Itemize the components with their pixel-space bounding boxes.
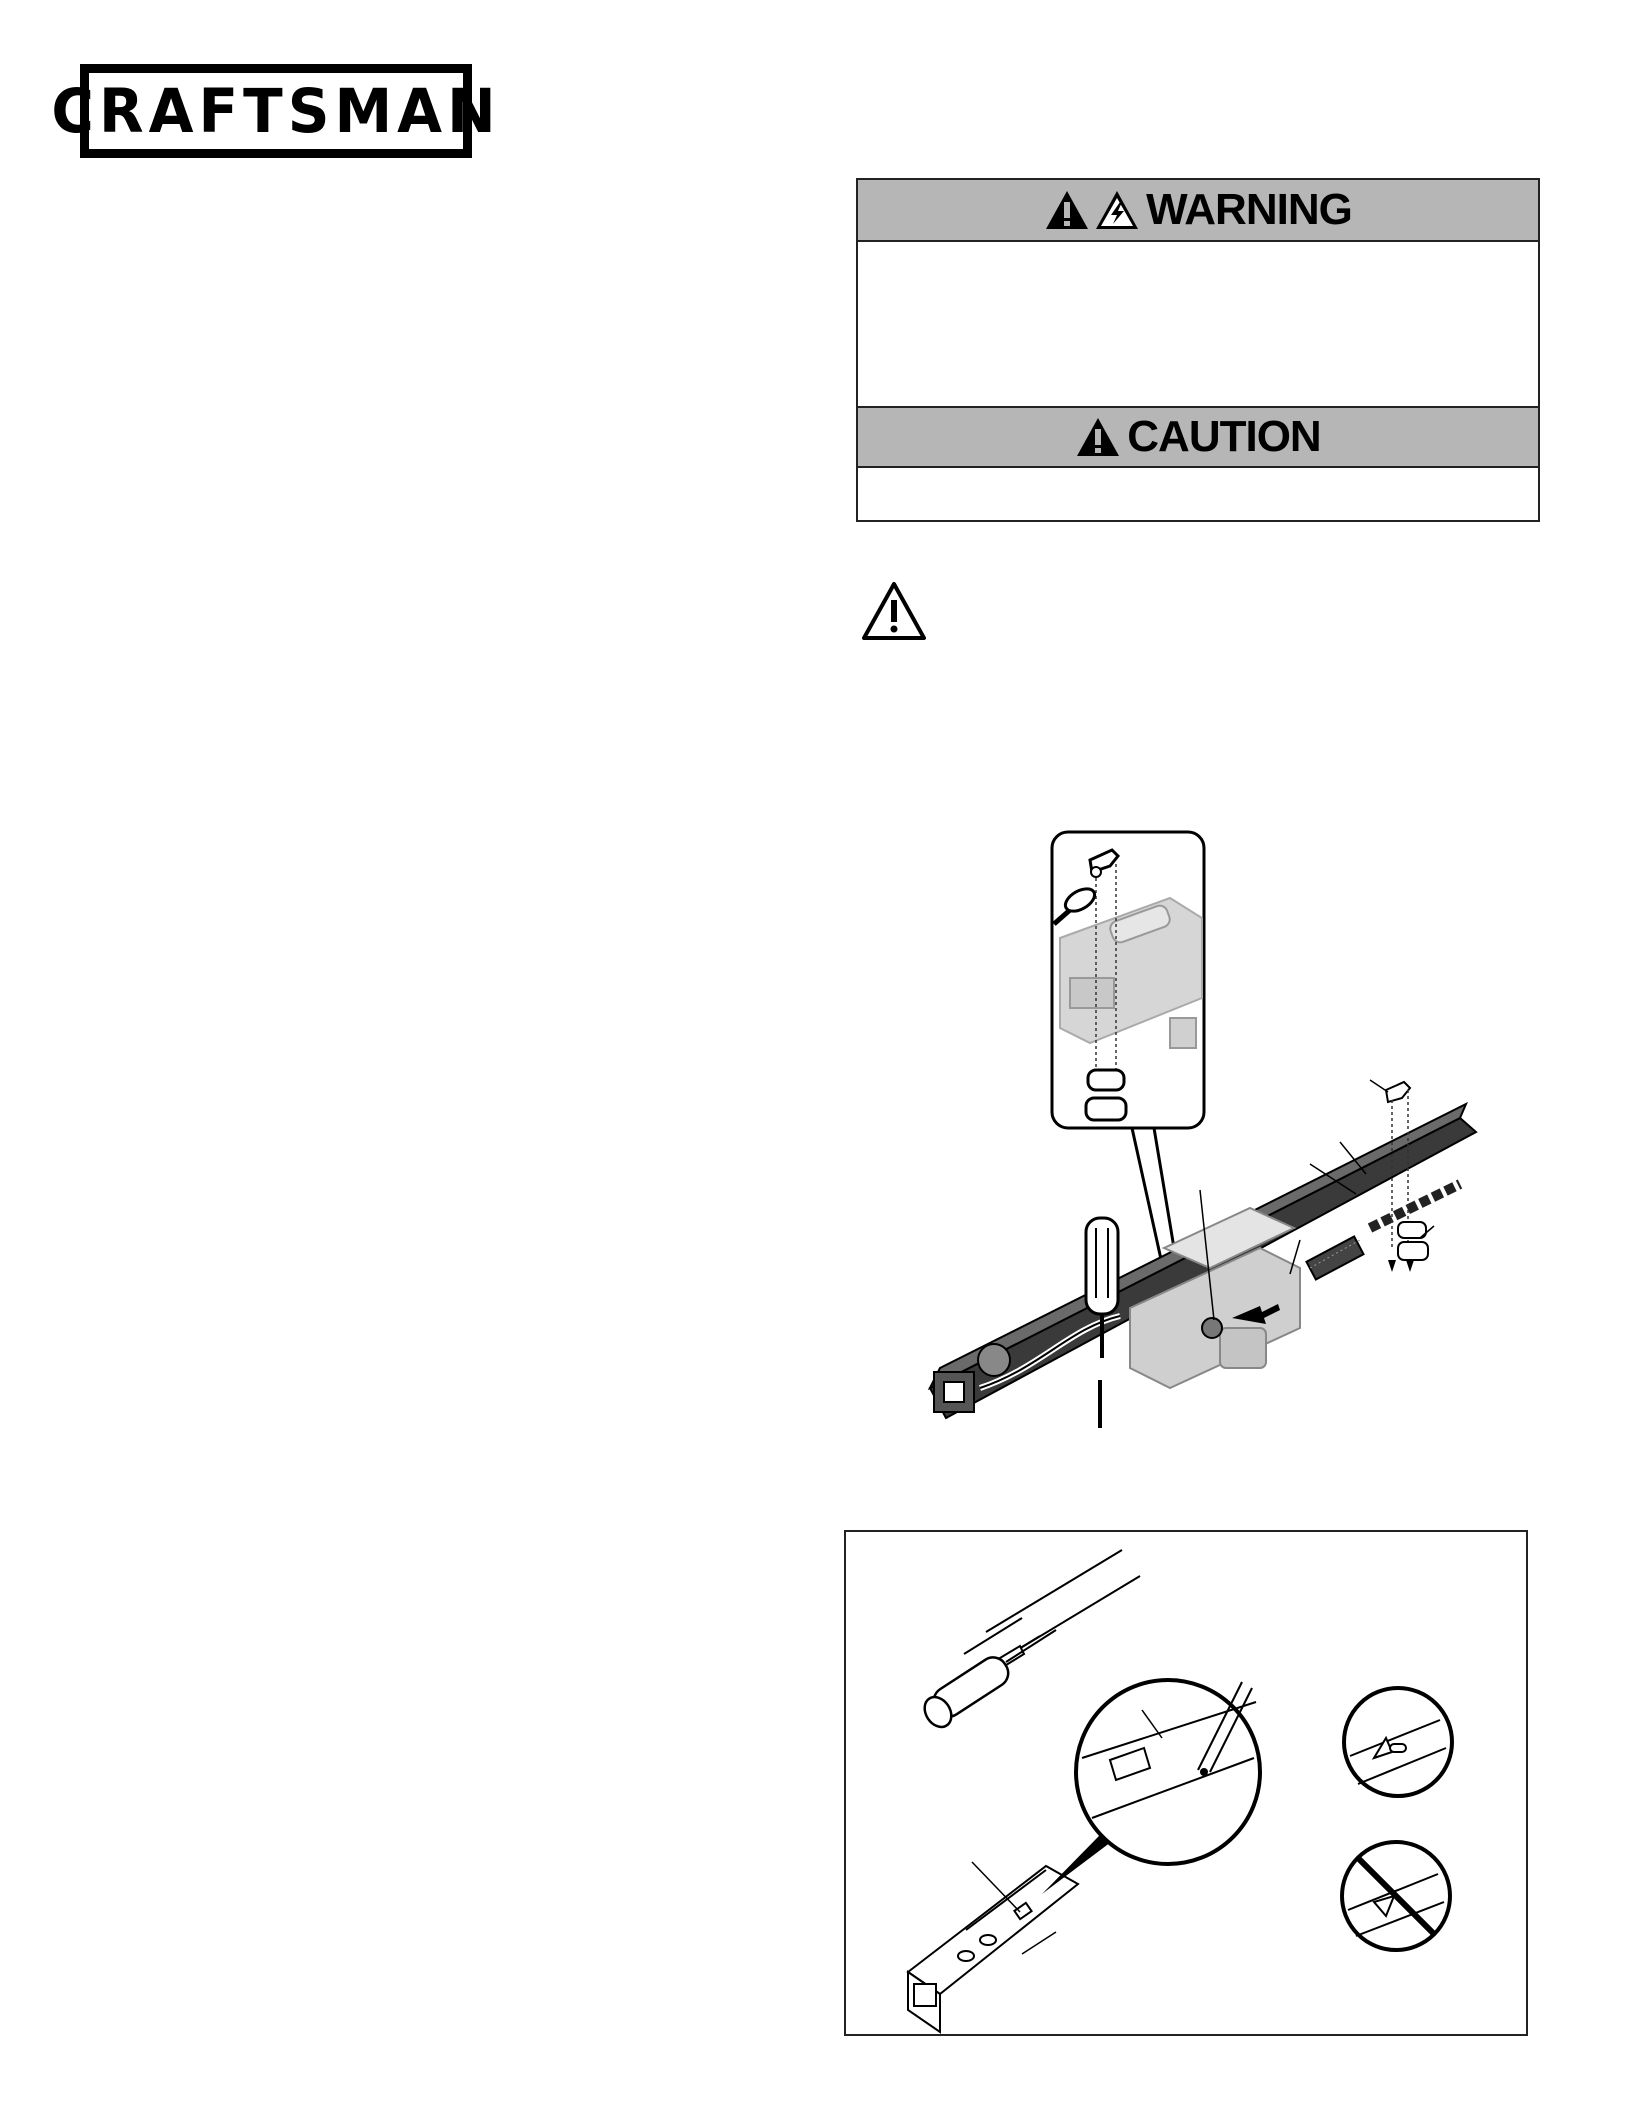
brand-name: CRAFTSMAN — [51, 75, 501, 147]
rail-tab-bending-illustration — [844, 1530, 1528, 2036]
caution-header — [858, 406, 1538, 468]
electric-shock-icon — [1094, 189, 1140, 231]
rail-chain-assembly-illustration — [920, 828, 1480, 1438]
screwdriver — [919, 1630, 1056, 1732]
caution-label: CAUTION — [1127, 412, 1321, 461]
craftsman-logo — [51, 64, 501, 158]
alert-triangle-icon — [1044, 189, 1090, 231]
warning-label: WARNING — [1146, 185, 1352, 234]
alert-triangle-icon — [1075, 416, 1121, 458]
trolley-spring — [1306, 1236, 1363, 1279]
alert-triangle-icon — [860, 580, 928, 647]
safety-notice-box — [856, 178, 1540, 522]
inset-detail — [1052, 832, 1204, 1128]
warning-header — [858, 180, 1538, 242]
